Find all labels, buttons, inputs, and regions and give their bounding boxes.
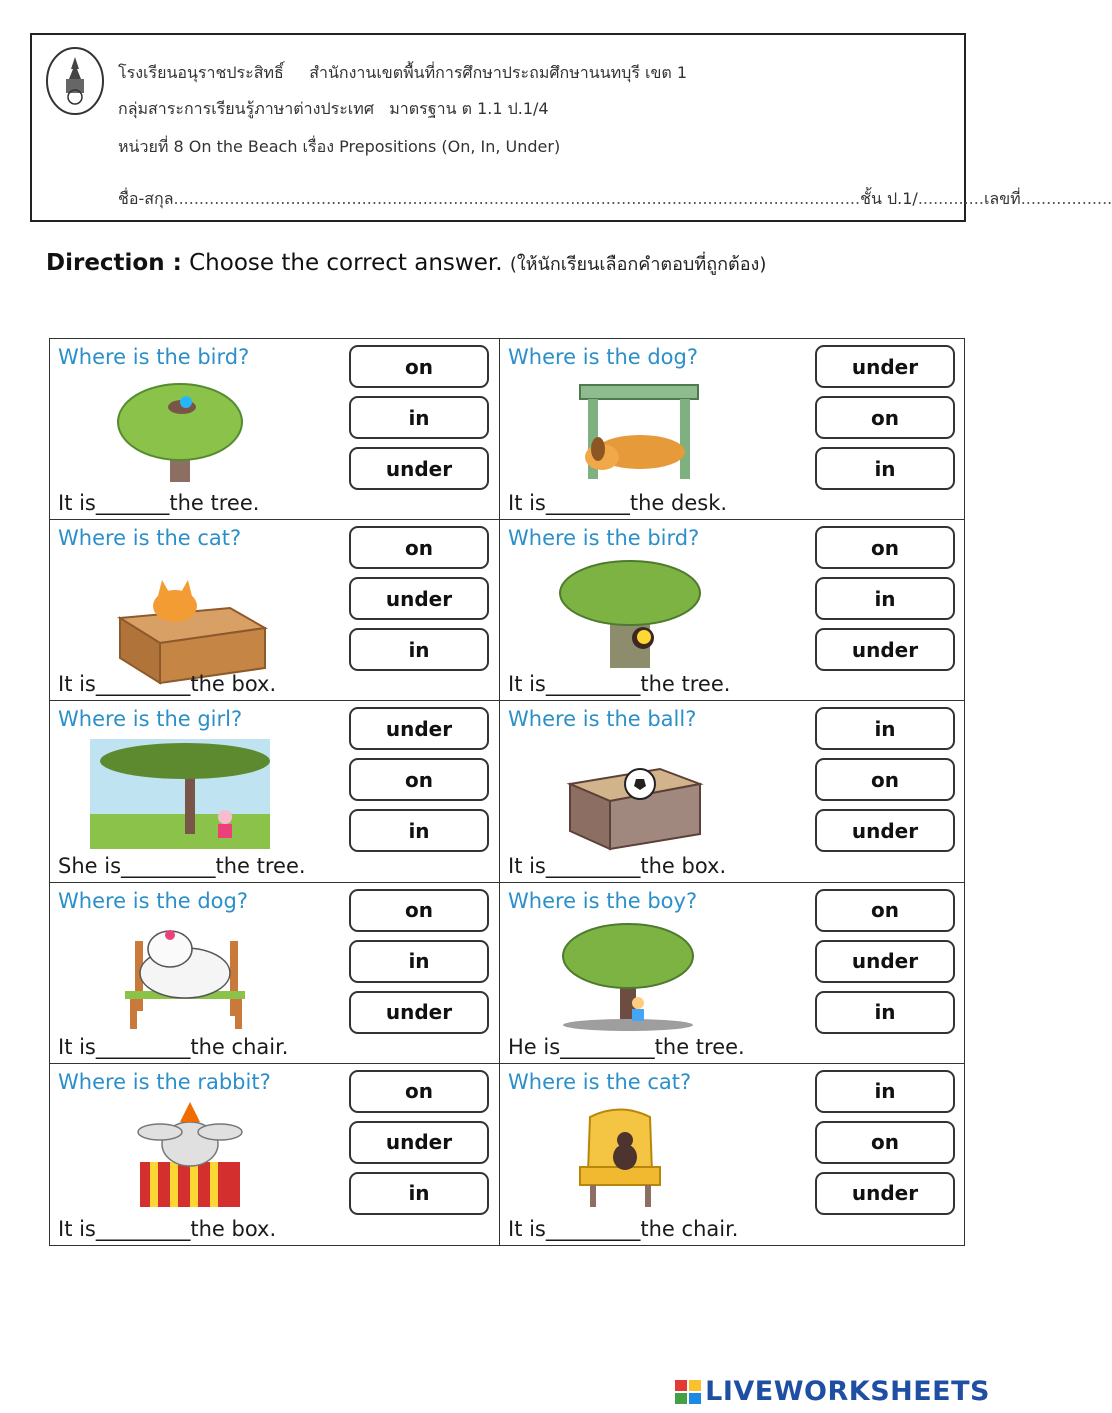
answer-options	[349, 1070, 489, 1215]
answer-options	[349, 889, 489, 1034]
answer-option-under[interactable]: under	[349, 577, 489, 620]
class-field[interactable]: .............	[917, 189, 984, 208]
dog-under-desk-icon	[540, 377, 720, 487]
bird-in-tree-hole-icon	[540, 558, 720, 668]
answer-option-under[interactable]: under	[815, 809, 955, 852]
school-logo-icon	[44, 45, 106, 117]
school-name: โรงเรียนอนุราชประสิทธิ์	[118, 63, 284, 82]
answer-options	[815, 1070, 955, 1215]
cat-in-box-icon	[90, 558, 270, 668]
question-cell	[500, 339, 965, 520]
question-text: Where is the boy?	[508, 888, 698, 913]
answer-option-in[interactable]: in	[349, 396, 489, 439]
answer-options	[815, 707, 955, 852]
subject-group: กลุ่มสาระการเรียนรู้ภาษาต่างประเทศ	[118, 99, 374, 118]
question-text: Where is the girl?	[58, 707, 243, 732]
question-cell	[50, 520, 500, 701]
direction-label: Direction :	[46, 250, 182, 276]
question-cell	[50, 701, 500, 882]
answer-option-under[interactable]: under	[349, 447, 489, 490]
answer-option-on[interactable]: on	[815, 889, 955, 932]
answer-option-on[interactable]: on	[815, 526, 955, 569]
question-text: Where is the rabbit?	[58, 1069, 271, 1094]
brand-name: LIVEWORKSHEETS	[705, 1376, 990, 1407]
answer-options	[815, 345, 955, 490]
question-cell	[500, 1064, 965, 1245]
boy-under-tree-icon	[540, 921, 720, 1031]
liveworksheets-brand	[675, 1376, 990, 1407]
answer-option-in[interactable]: in	[349, 809, 489, 852]
answer-option-in[interactable]: in	[815, 707, 955, 750]
question-cell	[500, 883, 965, 1064]
name-field[interactable]: .......................................................................................................................................	[173, 189, 861, 208]
bird-in-tree-icon	[90, 377, 270, 487]
unit-title: หน่วยที่ 8 On the Beach เรื่อง Prepositions (On, In, Under)	[118, 137, 561, 156]
answer-sentence: It is_________the box.	[58, 672, 277, 697]
student-info-line	[118, 187, 1112, 212]
answer-option-on[interactable]: on	[349, 889, 489, 932]
question-cell	[50, 339, 500, 520]
answer-sentence: It is_________the chair.	[58, 1034, 289, 1059]
answer-option-in[interactable]: in	[349, 628, 489, 671]
answer-option-in[interactable]: in	[349, 940, 489, 983]
header-line-2	[118, 97, 549, 122]
answer-option-on[interactable]: on	[349, 758, 489, 801]
answer-option-on[interactable]: on	[349, 526, 489, 569]
answer-sentence: He is_________the tree.	[508, 1034, 745, 1059]
answer-option-in[interactable]: in	[815, 577, 955, 620]
question-cell	[500, 701, 965, 882]
answer-option-under[interactable]: under	[815, 628, 955, 671]
dog-on-chair-icon	[90, 921, 270, 1031]
answer-option-on[interactable]: on	[815, 758, 955, 801]
answer-sentence: It is_________the box.	[58, 1216, 277, 1241]
answer-option-on[interactable]: on	[815, 396, 955, 439]
answer-option-under[interactable]: under	[349, 707, 489, 750]
question-grid	[49, 338, 965, 1246]
answer-option-under[interactable]: under	[815, 345, 955, 388]
question-text: Where is the dog?	[508, 345, 699, 369]
class-label: ชั้น ป.1/	[860, 189, 918, 208]
answer-option-on[interactable]: on	[349, 1070, 489, 1113]
answer-options	[349, 345, 489, 490]
answer-option-under[interactable]: under	[349, 991, 489, 1034]
question-cell	[50, 1064, 500, 1245]
answer-options	[815, 526, 955, 671]
answer-options	[349, 526, 489, 671]
header-line-1	[118, 61, 687, 86]
question-text: Where is the ball?	[508, 707, 697, 732]
standard: มาตรฐาน ต 1.1 ป.1/4	[389, 99, 549, 118]
girl-under-tree-icon	[90, 739, 270, 849]
question-cell	[50, 883, 500, 1064]
answer-option-under[interactable]: under	[349, 1121, 489, 1164]
answer-option-under[interactable]: under	[815, 940, 955, 983]
answer-option-under[interactable]: under	[815, 1172, 955, 1215]
worksheet-header	[30, 33, 1112, 222]
answer-options	[815, 889, 955, 1034]
liveworksheets-logo-icon	[675, 1380, 701, 1404]
answer-option-in[interactable]: in	[815, 991, 955, 1034]
answer-option-on[interactable]: on	[349, 345, 489, 388]
answer-sentence: It is_________the chair.	[508, 1216, 739, 1241]
number-label: เลขที่	[983, 189, 1021, 208]
answer-sentence: She is_________the tree.	[58, 853, 306, 878]
question-text: Where is the bird?	[58, 345, 250, 369]
office-name: สำนักงานเขตพื้นที่การศึกษาประถมศึกษานนทบุรี เขต 1	[309, 63, 688, 82]
answer-sentence: It is_________the box.	[508, 853, 727, 878]
direction-text: Choose the correct answer.	[189, 250, 503, 276]
number-field[interactable]: ..................	[1020, 189, 1112, 208]
answer-option-in[interactable]: in	[815, 1070, 955, 1113]
question-text: Where is the cat?	[58, 526, 242, 551]
question-cell	[500, 520, 965, 701]
answer-options	[349, 707, 489, 852]
cat-on-chair-icon	[540, 1102, 720, 1212]
question-text: Where is the bird?	[508, 526, 700, 551]
answer-sentence: It is_________the tree.	[508, 672, 731, 697]
answer-sentence: It is________the desk.	[508, 491, 728, 516]
answer-option-in[interactable]: in	[815, 447, 955, 490]
direction-thai: (ให้นักเรียนเลือกคำตอบที่ถูกต้อง)	[509, 254, 767, 275]
question-text: Where is the dog?	[58, 888, 249, 913]
answer-sentence: It is_______the tree.	[58, 491, 260, 516]
ball-in-box-icon	[540, 739, 720, 849]
answer-option-in[interactable]: in	[349, 1172, 489, 1215]
direction	[46, 249, 766, 278]
rabbit-in-box-icon	[90, 1102, 270, 1212]
name-label: ชื่อ-สกุล	[118, 189, 174, 208]
answer-option-on[interactable]: on	[815, 1121, 955, 1164]
question-text: Where is the cat?	[508, 1069, 692, 1094]
